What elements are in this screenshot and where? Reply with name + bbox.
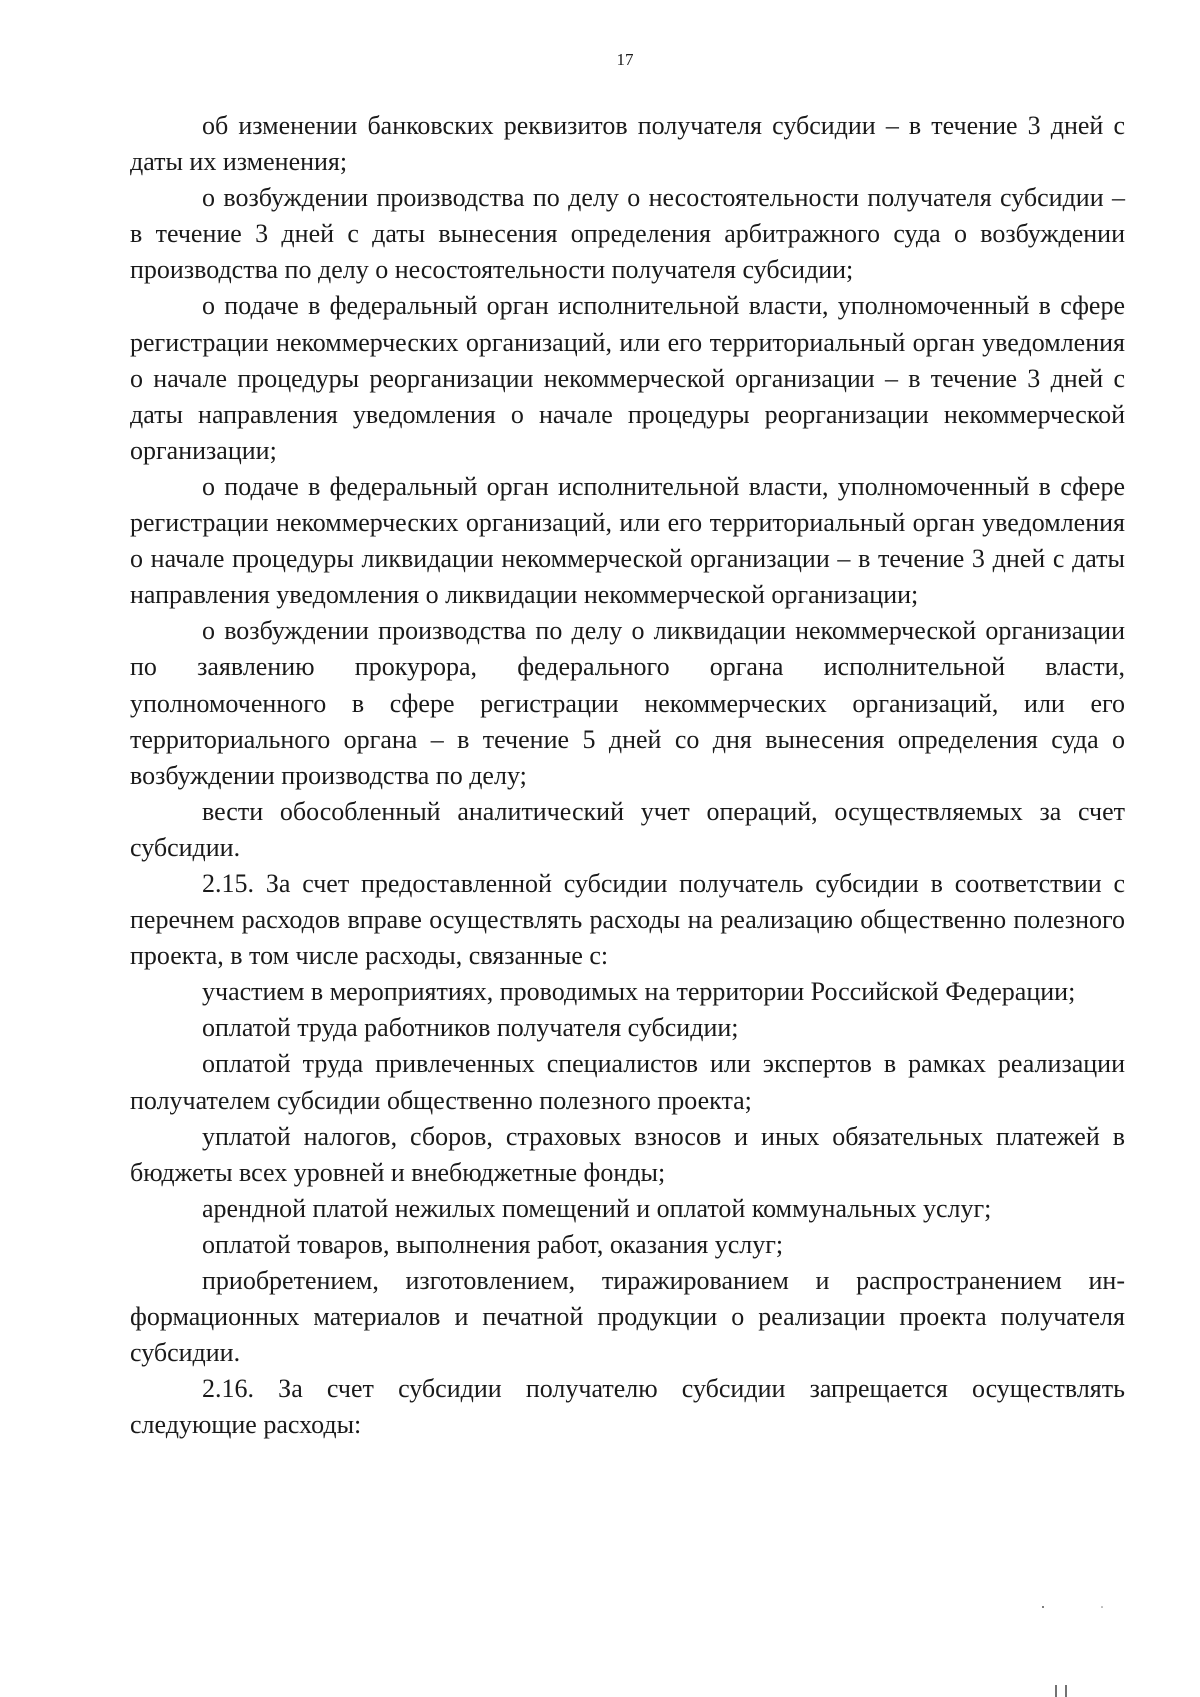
paragraph-clause-2-16: 2.16. За счет субсидии получателю субсидии запрещается осуществлять следующие расходы: <box>130 1374 1125 1440</box>
body-text <box>130 108 1125 1443</box>
paragraph-experts-wages: оплатой труда привлеченных специалистов или экспертов в рамках реализации получателем субсидии общественно полезного проекта; <box>130 1049 1125 1115</box>
paragraph-events-participation: участием в мероприятиях, проводимых на территории Российской Федерации; <box>202 977 1076 1007</box>
paragraph-liquidation-notice: о подаче в федеральный орган исполнительной власти, уполномоченный в сфере регистрации некоммерческих организаций, или его территориальный орган уведомления о начале процедуры ликвидации некоммерческой организации – в течение 3 дней с даты направления уведомления о ликвидации некоммерческой организации; <box>130 471 1125 610</box>
paragraph-liquidation-proceedings: о возбуждении производства по делу о ликвидации некоммерческой организации по заявлению прокурора, федерального органа исполнительной власти, уполномоченного в сфере регистрации некоммерческих организаций, или его территориального органа – в течение 5 дней со дня вынесения определения суда о возбуждении производства по делу; <box>130 616 1125 790</box>
paragraph-clause-2-15: 2.15. За счет предоставленной субсидии получатель субсидии в соответствии с перечнем расходов вправе осуществлять расходы на реализацию общественно полезного проекта, в том числе расходы, связанные с: <box>130 868 1125 971</box>
paragraph-employee-wages: оплатой труда работников получателя субсидии; <box>202 1013 739 1043</box>
paragraph-bank-details-change: об изменении банковских реквизитов получателя субсидии – в течение 3 дней с даты их изменения; <box>130 111 1125 177</box>
paragraph-separate-accounting: вести обособленный аналитический учет операций, осуществляемых за счет субсидии. <box>130 796 1125 862</box>
paragraph-insolvency-proceedings: о возбуждении производства по делу о несостоятельности получателя субсидии – в течение 3 дней с даты вынесения определения арбитражного суда о возбуждении производства по делу о несостоятельности получателя субсидии; <box>130 183 1125 285</box>
paragraph-informational-materials: приобретением, изготовлением, тиражированием и распространением информационных материалов и печатной продукции о реализации проекта получателя субсидии. <box>130 1266 1125 1368</box>
paragraph-goods-services: оплатой товаров, выполнения работ, оказания услуг; <box>202 1229 784 1259</box>
paragraph-reorganization-notice: о подаче в федеральный орган исполнительной власти, уполномоченный в сфере регистрации некоммерческих организаций, или его территориальный орган уведомления о начале процедуры реорганизации некоммерческой организации – в течение 3 дней с даты направления уведомления о начале процедуры реорганизации некоммерческой организации; <box>130 291 1125 465</box>
paragraph-rent-utilities: арендной платой нежилых помещений и оплатой коммунальных услуг; <box>202 1193 992 1223</box>
scan-artifacts <box>1000 1577 1200 1697</box>
page-number: 17 <box>616 50 634 69</box>
paragraph-taxes-payments: уплатой налогов, сборов, страховых взносов и иных обязательных платежей в бюджеты всех уровней и внебюджетные фонды; <box>130 1121 1125 1187</box>
